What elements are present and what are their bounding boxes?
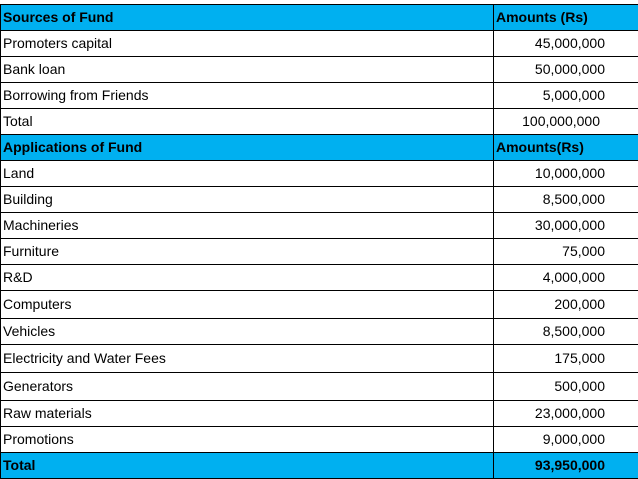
table-row (1, 319, 638, 345)
sources-header-row (1, 5, 638, 31)
row-amount: 8,500,000 (494, 319, 638, 345)
row-amount: 5,000,000 (494, 83, 638, 109)
row-amount: 4,000,000 (494, 265, 638, 291)
row-label: Raw materials (1, 401, 494, 427)
sources-total-row (1, 109, 638, 135)
applications-header-label: Applications of Fund (1, 135, 494, 161)
sources-total-label: Total (1, 109, 494, 135)
row-label: Bank loan (1, 57, 494, 83)
table-row (1, 401, 638, 427)
row-label: Generators (1, 373, 494, 401)
row-amount: 30,000,000 (494, 213, 638, 239)
applications-header-row (1, 135, 638, 161)
table-row (1, 373, 638, 401)
table-row (1, 265, 638, 291)
sources-header-amount: Amounts (Rs) (494, 5, 638, 31)
row-label: Computers (1, 291, 494, 319)
row-label: Electricity and Water Fees (1, 345, 494, 373)
applications-total-label: Total (1, 453, 494, 479)
row-label: Building (1, 187, 494, 213)
row-amount: 175,000 (494, 345, 638, 373)
row-amount: 500,000 (494, 373, 638, 401)
row-amount: 8,500,000 (494, 187, 638, 213)
table-row (1, 291, 638, 319)
row-amount: 23,000,000 (494, 401, 638, 427)
row-label: R&D (1, 265, 494, 291)
table-row (1, 239, 638, 265)
row-amount: 9,000,000 (494, 427, 638, 453)
row-label: Land (1, 161, 494, 187)
row-label: Machineries (1, 213, 494, 239)
sources-total-amount: 100,000,000 (494, 109, 638, 135)
row-label: Promotions (1, 427, 494, 453)
table-row (1, 83, 638, 109)
table-row (1, 187, 638, 213)
row-label: Vehicles (1, 319, 494, 345)
row-amount: 10,000,000 (494, 161, 638, 187)
table-row (1, 427, 638, 453)
row-label: Furniture (1, 239, 494, 265)
applications-total-row (1, 453, 638, 479)
fund-table (0, 4, 638, 479)
row-amount: 200,000 (494, 291, 638, 319)
row-amount: 45,000,000 (494, 31, 638, 57)
applications-total-amount: 93,950,000 (494, 453, 638, 479)
row-label: Borrowing from Friends (1, 83, 494, 109)
table-row (1, 57, 638, 83)
row-label: Promoters capital (1, 31, 494, 57)
table-row (1, 345, 638, 373)
row-amount: 50,000,000 (494, 57, 638, 83)
applications-header-amount: Amounts(Rs) (494, 135, 638, 161)
row-amount: 75,000 (494, 239, 638, 265)
table-row (1, 31, 638, 57)
sources-header-label: Sources of Fund (1, 5, 494, 31)
table-row (1, 161, 638, 187)
table-row (1, 213, 638, 239)
